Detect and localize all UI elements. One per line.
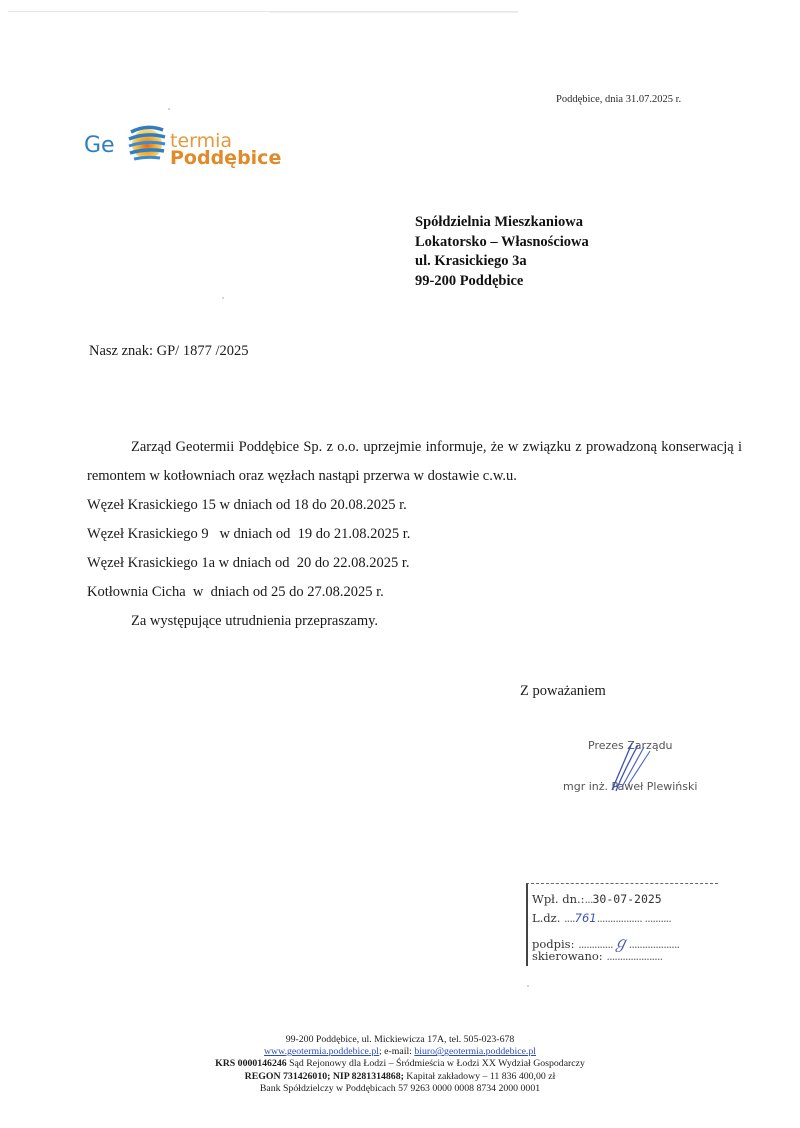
recipient-line: Spółdzielnia Mieszkaniowa	[415, 214, 583, 230]
company-logo	[84, 118, 314, 178]
recipient-line: ul. Krasickiego 3a	[415, 253, 527, 269]
apology-line: Za występujące utrudnienia przepraszamy.	[131, 613, 379, 629]
logo-text-termia: termia	[170, 130, 233, 152]
logo-text-ge: Ge	[84, 133, 115, 158]
recipient-address	[415, 213, 589, 291]
krs-court: Sąd Rejonowy dla Łodzi – Śródmieścia w Łodzi XX Wydział Gospodarczy	[286, 1058, 585, 1070]
email-label: ; e-mail:	[378, 1046, 415, 1058]
schedule-item: Węzeł Krasickiego 15 w dniach od 18 do 20.08.2025 r.	[87, 497, 407, 513]
stamp-ldz-value: 761	[574, 911, 597, 925]
logo-text-town: Poddębice	[170, 147, 282, 169]
email-link[interactable]: biuro@geotermia.poddebice.pl	[414, 1046, 536, 1058]
globe-icon	[127, 122, 167, 164]
intro-paragraph: Zarząd Geotermii Poddębice Sp. z o.o. uprzejmie informuje, że w związku z prowadzoną konserwacją i remontem w kotłowniach oraz węzłach nastąpi przerwa w dostawie c.w.u.	[87, 439, 742, 484]
stamp-received-date: 30-07-2025	[592, 892, 662, 906]
footer-krs	[0, 1058, 800, 1070]
footer-bank: Bank Spółdzielczy w Poddębicach 57 9263 0000 0008 8734 2000 0001	[259, 1082, 541, 1094]
reference-number: Nasz znak: GP/ 1877 /2025	[89, 343, 249, 359]
regards: Z poważaniem	[520, 683, 606, 699]
signature-block	[560, 735, 730, 805]
stamp-initials-icon: ℊ	[612, 933, 629, 952]
footer-contact	[0, 1046, 800, 1058]
signer-role: Prezes Zarządu	[588, 739, 673, 752]
letter-body	[87, 433, 742, 636]
scan-speck	[168, 108, 170, 110]
registry-stamp	[526, 883, 718, 966]
stamp-ldz-row: L.dz. ....761................. ..........	[532, 911, 671, 925]
share-capital: Kapitał zakładowy – 11 836 400,00 zł	[403, 1070, 556, 1082]
stamp-directed-label: skierowano:	[532, 949, 603, 963]
stamp-signature-label: podpis:	[532, 937, 575, 951]
regon-nip: REGON 731426010; NIP 8281314868;	[244, 1070, 404, 1082]
scan-speck	[222, 297, 224, 299]
signer-name: mgr inż. Paweł Plewiński	[563, 780, 698, 793]
recipient-line: 99-200 Poddębice	[415, 272, 524, 289]
footer-regon	[0, 1071, 800, 1083]
stamp-received-label: Wpł. dn.:	[532, 892, 585, 906]
stamp-received-row: Wpł. dn.:...30-07-2025	[532, 892, 662, 906]
schedule-item: Węzeł Krasickiego 9 w dniach od 19 do 21.08.2025 r.	[87, 526, 411, 542]
letterhead-footer	[0, 1034, 800, 1095]
scan-speck	[527, 985, 529, 987]
stamp-signature-row: podpis: .............ℊ...................	[532, 933, 680, 952]
scan-edge-line	[270, 12, 518, 13]
schedule-item: Węzeł Krasickiego 1a w dniach od 20 do 22.08.2025 r.	[87, 555, 410, 571]
schedule-item: Kotłownia Cicha w dniach od 25 do 27.08.2025 r.	[87, 584, 384, 600]
stamp-directed-row: skierowano: .....................	[532, 949, 663, 963]
website-link[interactable]: www.geotermia.poddebice.pl	[263, 1046, 379, 1058]
stamp-ldz-label: L.dz.	[532, 911, 561, 925]
recipient-line: Lokatorsko – Własnościowa	[415, 233, 589, 250]
footer-address: 99-200 Poddębice, ul. Mickiewicza 17A, tel. 505-023-678	[285, 1034, 515, 1045]
place-date: Poddębice, dnia 31.07.2025 r.	[556, 94, 682, 105]
handwritten-signature-icon	[600, 735, 660, 795]
krs-number: KRS 0000146246	[215, 1058, 287, 1070]
